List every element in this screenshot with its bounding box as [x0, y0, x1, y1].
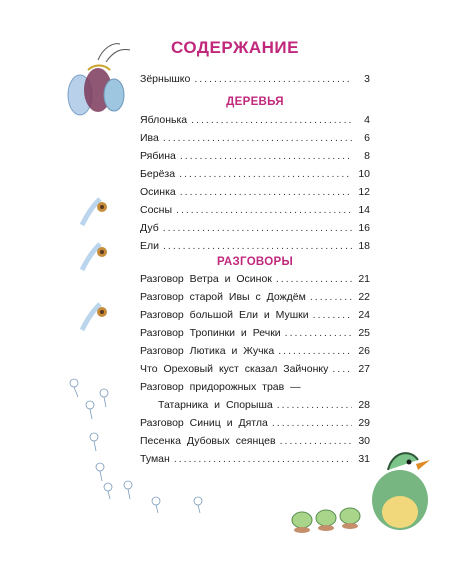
- toc-entry[interactable]: [140, 273, 370, 291]
- dot-leader: [280, 435, 352, 447]
- entry-title: Разговор большой Ели и Мушки: [140, 309, 309, 321]
- toc-entry[interactable]: [140, 327, 370, 345]
- entry-page: 18: [358, 240, 370, 252]
- entry-title: Разговор Лютика и Жучка: [140, 345, 275, 357]
- entry-page: 31: [358, 453, 370, 465]
- entry-page: 12: [358, 186, 370, 198]
- entry-title: Ели: [140, 240, 159, 252]
- entry-page: 8: [364, 150, 370, 162]
- toc-entry[interactable]: [140, 453, 370, 471]
- toc-entry[interactable]: [140, 186, 370, 204]
- dot-leader: [194, 73, 352, 85]
- insect-illustration-icon: [78, 300, 118, 334]
- entry-title: Дуб: [140, 222, 159, 234]
- dot-leader: [180, 150, 352, 162]
- insect-illustration-icon: [78, 195, 118, 229]
- page-title: СОДЕРЖАНИЕ: [171, 38, 299, 57]
- entry-page: 21: [358, 273, 370, 285]
- dot-leader: [191, 114, 352, 126]
- entry-title: Разговор придорожных трав —: [140, 381, 301, 393]
- entry-title: Разговор старой Ивы с Дождём: [140, 291, 306, 303]
- toc-entry[interactable]: [140, 309, 370, 327]
- section-heading: ДЕРЕВЬЯ: [226, 96, 284, 108]
- entry-page: 28: [358, 399, 370, 411]
- entry-page: 4: [364, 114, 370, 126]
- entry-title: Яблонька: [140, 114, 188, 126]
- dot-leader: [285, 327, 352, 339]
- entry-title: Разговор Ветра и Осинок: [140, 273, 272, 285]
- dot-leader: [272, 417, 352, 429]
- dot-leader: [163, 222, 352, 234]
- toc-entry[interactable]: [140, 132, 370, 150]
- toc-entry[interactable]: [140, 73, 370, 91]
- dot-leader: [313, 309, 352, 321]
- entry-title: Рябина: [140, 150, 176, 162]
- entry-page: 16: [358, 222, 370, 234]
- entry-page: 6: [364, 132, 370, 144]
- dot-leader: [332, 363, 352, 375]
- entry-title: Зёрнышко: [140, 73, 191, 85]
- insect-illustration-icon: [78, 240, 118, 274]
- entry-page: 29: [358, 417, 370, 429]
- entry-title: Ива: [140, 132, 159, 144]
- entry-title: Осинка: [140, 186, 176, 198]
- entry-page: 14: [358, 204, 370, 216]
- entry-title: Татарника и Спорыша: [158, 399, 273, 411]
- entry-title: Что Ореховый куст сказал Зайчонку: [140, 363, 329, 375]
- entry-page: 30: [358, 435, 370, 447]
- entry-page: 27: [358, 363, 370, 375]
- dot-leader: [163, 240, 352, 252]
- dot-leader: [277, 399, 352, 411]
- entry-title: Песенка Дубовых сеянцев: [140, 435, 276, 447]
- entry-page: 26: [358, 345, 370, 357]
- entry-page: 22: [358, 291, 370, 303]
- dot-leader: [179, 168, 352, 180]
- dot-leader: [180, 186, 352, 198]
- section-heading: РАЗГОВОРЫ: [216, 256, 294, 268]
- entry-page: 3: [364, 73, 370, 85]
- entry-page: 10: [358, 168, 370, 180]
- toc-entry[interactable]: [140, 345, 370, 363]
- dot-leader: [163, 132, 352, 144]
- entry-title: Берёза: [140, 168, 176, 180]
- toc-entry[interactable]: [140, 204, 370, 222]
- entry-title: Разговор Тропинки и Речки: [140, 327, 281, 339]
- toc-entry[interactable]: [140, 291, 370, 309]
- toc-entry[interactable]: [140, 168, 370, 186]
- dot-leader: [176, 204, 352, 216]
- toc-entry[interactable]: [140, 222, 370, 240]
- toc-entry[interactable]: [140, 150, 370, 168]
- dot-leader: [276, 273, 352, 285]
- entry-title: Туман: [140, 453, 170, 465]
- toc-entry[interactable]: [140, 417, 370, 435]
- toc-entry[interactable]: [140, 363, 370, 381]
- entry-title: Сосны: [140, 204, 173, 216]
- entry-page: 24: [358, 309, 370, 321]
- entry-page: 25: [358, 327, 370, 339]
- dot-leader: [278, 345, 352, 357]
- entry-title: Разговор Синиц и Дятла: [140, 417, 268, 429]
- toc-entry[interactable]: [140, 381, 370, 399]
- toc-entry[interactable]: [158, 399, 370, 417]
- dot-leader: [310, 291, 352, 303]
- dot-leader: [174, 453, 352, 465]
- toc-entry[interactable]: [140, 435, 370, 453]
- toc-entry[interactable]: [140, 114, 370, 132]
